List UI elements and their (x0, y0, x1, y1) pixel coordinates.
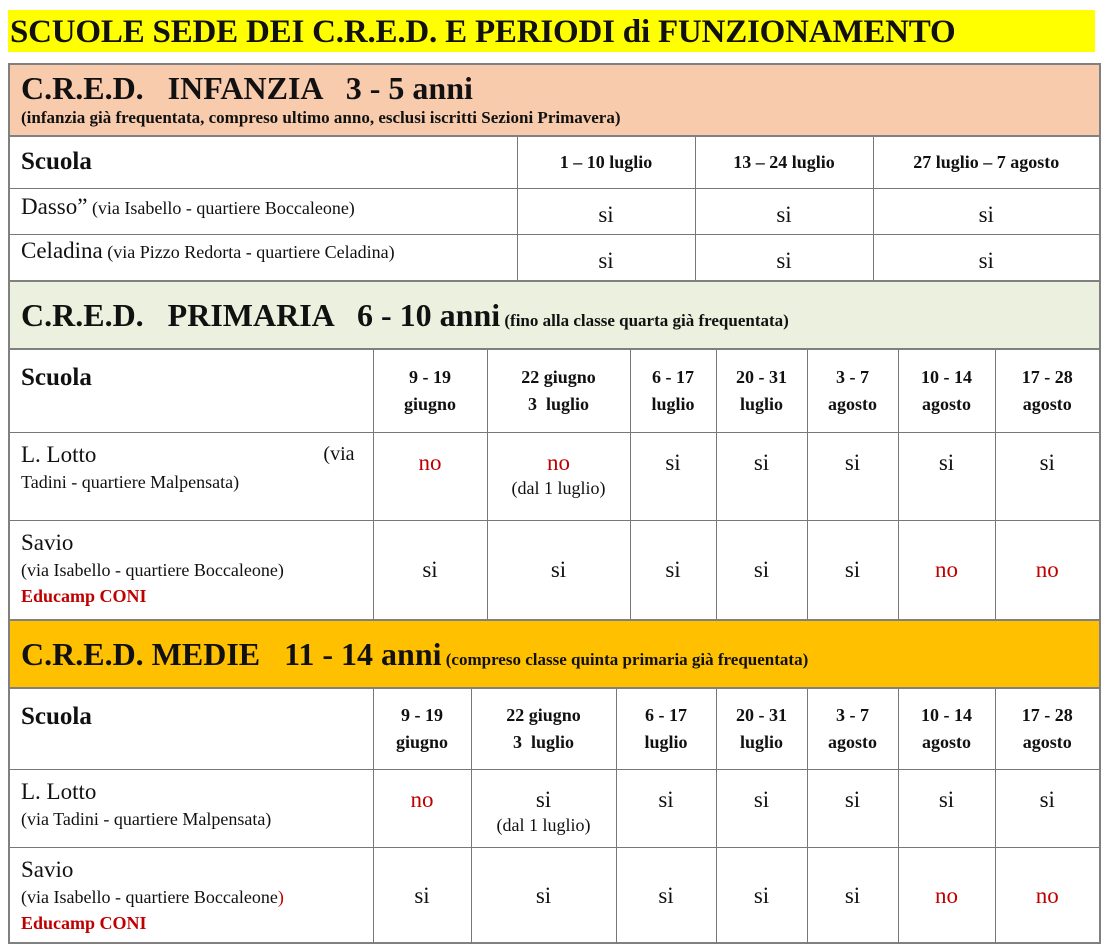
availability-cell: si (716, 432, 807, 520)
period-header (373, 689, 471, 769)
table-header-row (10, 689, 1099, 769)
availability-cell: si (471, 847, 616, 944)
school-cell (10, 847, 373, 944)
school-column-header: Scuola (10, 689, 373, 769)
period-line: luglio (739, 731, 783, 752)
period-header (616, 689, 716, 769)
availability-cell: si (373, 520, 487, 619)
period-line: 22 giugno (506, 704, 581, 725)
availability-cell: si (995, 432, 1099, 520)
table-header-row (10, 137, 1099, 188)
school-column-header: Scuola (10, 137, 517, 188)
school-address: Tadini - quartiere Malpensata) (21, 471, 240, 492)
table-row (10, 234, 1099, 280)
availability-cell: si (898, 432, 995, 520)
school-cell (10, 769, 373, 847)
period-header (716, 350, 807, 432)
infanzia-title: C.R.E.D. INFANZIA 3 - 5 anni (21, 70, 473, 106)
medie-title: C.R.E.D. MEDIE 11 - 14 anni (21, 636, 442, 672)
period-header: 13 – 24 luglio (695, 137, 873, 188)
table-row (10, 432, 1099, 520)
medie-table (10, 689, 1099, 944)
availability-cell: no (898, 847, 995, 944)
school-address-tail: ) (277, 886, 284, 907)
availability-cell: si (995, 769, 1099, 847)
availability-cell: si (630, 520, 716, 619)
availability-cell: si (616, 769, 716, 847)
period-header (487, 350, 630, 432)
period-line: 3 luglio (512, 731, 574, 752)
period-line: 3 luglio (527, 393, 589, 414)
school-cell (10, 188, 517, 234)
table-row (10, 847, 1099, 944)
period-line: luglio (644, 731, 688, 752)
school-cell (10, 432, 373, 520)
period-header (807, 350, 898, 432)
school-address: (via Pizzo Redorta - quartiere Celadina) (102, 241, 395, 262)
primaria-subtitle: (fino alla classe quarta già frequentata) (500, 311, 789, 330)
infanzia-subtitle: (infanzia già frequentata, compreso ultimo anno, esclusi iscritti Sezioni Primavera) (21, 108, 621, 127)
page-title: SCUOLE SEDE DEI C.R.E.D. E PERIODI di FUNZIONAMENTO (8, 10, 1095, 52)
primaria-header (10, 280, 1099, 350)
availability-cell: no (995, 847, 1099, 944)
availability-cell: no (373, 432, 487, 520)
school-name: L. Lotto (21, 441, 97, 467)
infanzia-header (10, 65, 1099, 137)
school-name: Savio (21, 856, 74, 882)
availability-cell: si (373, 847, 471, 944)
table-header-row (10, 350, 1099, 432)
period-line: luglio (651, 393, 695, 414)
availability-cell: si (873, 234, 1099, 280)
school-address-line (21, 884, 373, 911)
period-line: giugno (403, 393, 457, 414)
school-name: Celadina (21, 237, 103, 263)
period-line: 20 - 31 (736, 366, 787, 387)
availability-cell: no (995, 520, 1099, 619)
availability-value: no (547, 449, 570, 475)
school-cell (10, 234, 517, 280)
schedule-sheet (8, 63, 1101, 944)
medie-subtitle: (compreso classe quinta primaria già frequentata) (441, 650, 809, 669)
primaria-title: C.R.E.D. PRIMARIA 6 - 10 anni (21, 297, 501, 333)
availability-cell: si (807, 432, 898, 520)
availability-note: (dal 1 luglio) (511, 477, 606, 498)
school-column-header: Scuola (10, 350, 373, 432)
period-line: 6 - 17 (652, 366, 694, 387)
period-line: 3 - 7 (836, 366, 869, 387)
period-header (807, 689, 898, 769)
availability-cell: si (716, 520, 807, 619)
school-address-prefix: (via (323, 442, 355, 465)
period-line: agosto (828, 731, 877, 752)
period-header (471, 689, 616, 769)
period-line: 10 - 14 (921, 704, 972, 725)
period-line: 6 - 17 (645, 704, 687, 725)
availability-cell: si (807, 520, 898, 619)
period-line: agosto (922, 393, 971, 414)
period-header: 1 – 10 luglio (517, 137, 695, 188)
availability-cell (471, 769, 616, 847)
availability-cell: si (898, 769, 995, 847)
period-header (995, 350, 1099, 432)
period-header (716, 689, 807, 769)
period-header (898, 350, 995, 432)
table-row (10, 520, 1099, 619)
educamp-label: Educamp CONI (21, 912, 147, 933)
period-line: 9 - 19 (401, 704, 443, 725)
period-line: giugno (395, 731, 449, 752)
availability-cell: si (695, 234, 873, 280)
period-header (898, 689, 995, 769)
period-line: luglio (739, 393, 783, 414)
school-name: Savio (21, 529, 74, 555)
school-address: (via Isabello - quartiere Boccaleone (21, 886, 278, 907)
availability-cell: si (517, 234, 695, 280)
primaria-table (10, 350, 1099, 619)
period-header (630, 350, 716, 432)
medie-header (10, 619, 1099, 689)
availability-cell (487, 432, 630, 520)
availability-note: (dal 1 luglio) (496, 814, 591, 835)
school-address: (via Isabello - quartiere Boccaleone) (87, 197, 355, 218)
availability-cell: no (898, 520, 995, 619)
period-line: 9 - 19 (409, 366, 451, 387)
table-row (10, 769, 1099, 847)
availability-cell: no (373, 769, 471, 847)
period-line: 22 giugno (521, 366, 596, 387)
period-header (373, 350, 487, 432)
period-line: 17 - 28 (1021, 366, 1073, 387)
availability-cell: si (716, 847, 807, 944)
availability-cell: si (517, 188, 695, 234)
period-header (995, 689, 1099, 769)
school-address: (via Isabello - quartiere Boccaleone) (21, 559, 284, 580)
availability-value: si (535, 786, 552, 812)
availability-cell: si (716, 769, 807, 847)
availability-cell: si (873, 188, 1099, 234)
availability-cell: si (695, 188, 873, 234)
period-line: agosto (828, 393, 877, 414)
table-row (10, 188, 1099, 234)
educamp-label: Educamp CONI (21, 585, 147, 606)
school-name: L. Lotto (21, 778, 97, 804)
availability-cell: si (616, 847, 716, 944)
availability-cell: si (487, 520, 630, 619)
school-cell (10, 520, 373, 619)
infanzia-table (10, 137, 1099, 280)
period-line: 20 - 31 (736, 704, 787, 725)
period-line: agosto (1022, 731, 1072, 752)
school-name: Dasso” (21, 193, 88, 219)
period-line: agosto (1022, 393, 1072, 414)
period-line: 3 - 7 (836, 704, 869, 725)
period-line: agosto (922, 731, 971, 752)
availability-cell: si (807, 847, 898, 944)
availability-cell: si (807, 769, 898, 847)
period-line: 17 - 28 (1021, 704, 1073, 725)
period-line: 10 - 14 (921, 366, 972, 387)
availability-cell: si (630, 432, 716, 520)
period-header: 27 luglio – 7 agosto (873, 137, 1099, 188)
school-address: (via Tadini - quartiere Malpensata) (21, 808, 272, 829)
